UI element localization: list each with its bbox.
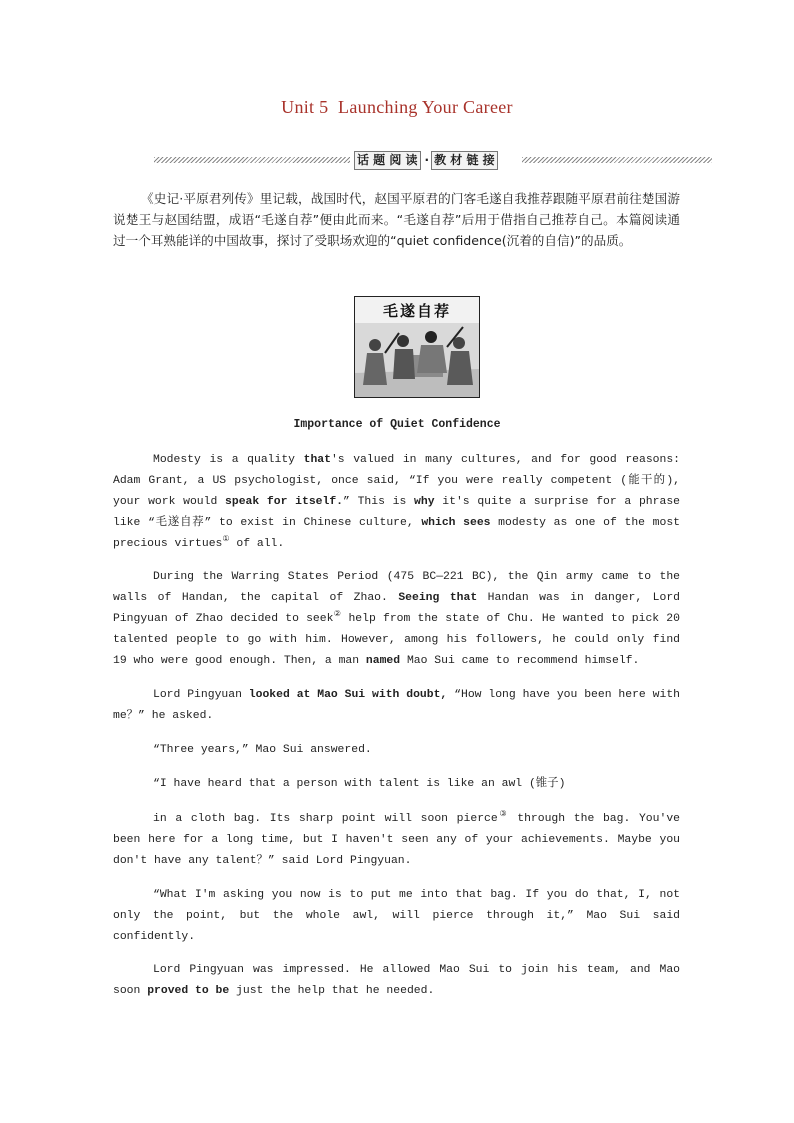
paragraph-5: “I have heard that a person with talent is like an awl (锥子) bbox=[153, 778, 566, 790]
paragraph-2: During the Warring States Period (475 BC—221 BC), the Qin army came to the walls of Handan, the capital of Zhao. Seeing that Handan was in danger, Lord Pingyuan of Zhao decided to seek② help from the state of Chu. He wanted to pick 20 talented people to go with him. However, among his followers, he could only find 19 who were good enough. Then, a man named Mao Sui came to recommend himself. bbox=[113, 571, 680, 667]
section-banner bbox=[154, 149, 712, 171]
banner-stripe-left bbox=[154, 157, 350, 163]
paragraph-7: “What I'm asking you now is to put me into that bag. If you do that, I, not only the point, but the whole awl, will pierce through it,” Mao Sui said confidently. bbox=[113, 889, 680, 943]
banner-box-textbook-link: 教 材 链 接 bbox=[431, 151, 498, 170]
illustration-caption: 毛遂自荐 bbox=[382, 302, 451, 320]
banner-box-topic-reading: 话 题 阅 读 bbox=[354, 151, 421, 170]
illustration-drawing bbox=[355, 323, 479, 397]
illustration-mao-sui bbox=[354, 296, 480, 398]
unit-title: Unit 5 Launching Your Career bbox=[281, 97, 513, 117]
banner-stripe-right bbox=[522, 157, 712, 163]
paragraph-3: Lord Pingyuan looked at Mao Sui with doubt, “How long have you been here with me？” he asked. bbox=[113, 689, 680, 722]
paragraph-6: in a cloth bag. Its sharp point will soon pierce③ through the bag. You've been here for a long time, but I haven't seen any of your achievements. Maybe you don't have any talent？” said Lord Pingyuan. bbox=[113, 810, 680, 867]
paragraph-1: Modesty is a quality that's valued in many cultures, and for good reasons: Adam Grant, a US psychologist, once said, “If you were really competent (能干的), your work would speak for itself.” This is why it's quite a surprise for a phrase like “毛遂自荐” to exist in Chinese culture, which sees modesty as one of the most precious virtues① of all. bbox=[113, 454, 680, 550]
banner-separator: · bbox=[424, 153, 430, 167]
paragraph-4: “Three years,” Mao Sui answered. bbox=[153, 744, 372, 756]
story-title: Importance of Quiet Confidence bbox=[293, 418, 501, 431]
paragraph-8: Lord Pingyuan was impressed. He allowed Mao Sui to join his team, and Mao soon proved to be just the help that he needed. bbox=[113, 964, 680, 997]
banner-label bbox=[354, 149, 500, 171]
intro-paragraph: 《史记·平原君列传》里记载，战国时代，赵国平原君的门客毛遂自我推荐跟随平原君前往楚国游说楚王与赵国结盟，成语“毛遂自荐”便由此而来。“毛遂自荐”后用于借指自己推荐自己。本篇阅读通过一个耳熟能详的中国故事，探讨了受职场欢迎的“quiet confidence(沉着的自信)”的品质。 bbox=[113, 191, 680, 248]
